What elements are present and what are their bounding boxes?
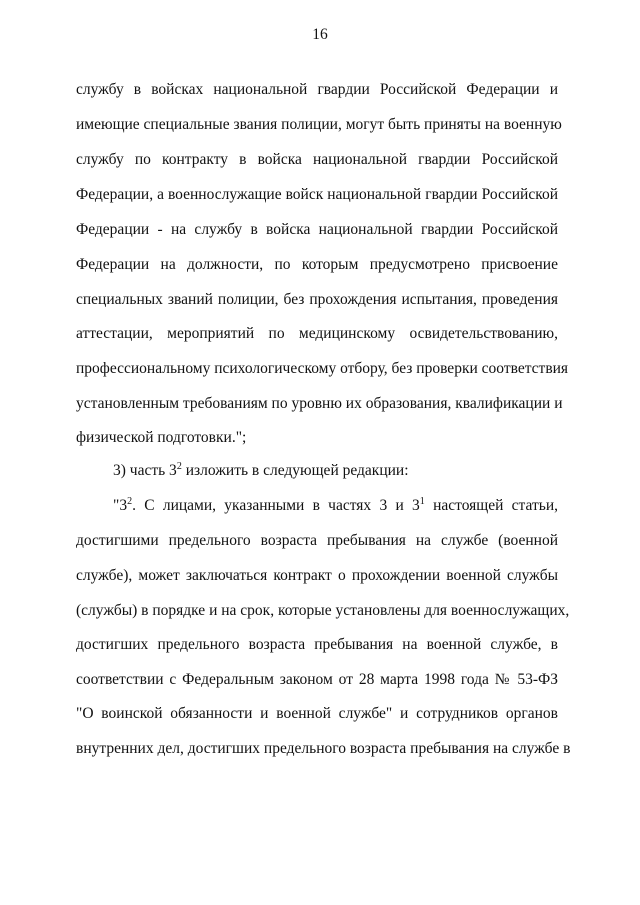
amendment-item-3 (113, 461, 558, 481)
text-line: Федерации на должности, по которым предусмотрено присвоение (76, 256, 558, 273)
p2-prefix: "3 (113, 497, 128, 514)
p2-middle: . С лицами, указанными в частях 3 и 3 (132, 497, 420, 514)
text-line: внутренних дел, достигших предельного возраста пребывания на службе в (76, 740, 571, 757)
item3-suffix: изложить в следующей редакции: (181, 462, 409, 479)
text-line: соответствии с Федеральным законом от 28 марта 1998 года № 53-ФЗ (76, 671, 558, 688)
text-line: службе), может заключаться контракт о прохождении военной службы (76, 567, 558, 584)
p2-superscript-1: 2 (127, 496, 133, 507)
text-line: аттестации, мероприятий по медицинскому освидетельствованию, (76, 325, 558, 342)
text-line: имеющие специальные звания полиции, могут быть приняты на военную (76, 116, 562, 133)
text-line: (службы) в порядке и на срок, которые установлены для военнослужащих, (76, 602, 570, 619)
text-line: достигших предельного возраста пребывания на военной службе, в (76, 636, 558, 653)
text-line: профессиональному психологическому отбору, без проверки соответствия (76, 360, 569, 377)
text-line: службу по контракту в войска национальной гвардии Российской (76, 151, 558, 168)
p2-superscript-2: 1 (419, 496, 425, 507)
text-line: Федерации, а военнослужащие войск национальной гвардии Российской (76, 186, 558, 203)
text-line: физической подготовки."; (76, 429, 247, 446)
item3-superscript: 2 (176, 461, 182, 472)
paragraph-3-2-start (113, 496, 558, 516)
text-line: достигшими предельного возраста пребывания на службе (военной (76, 532, 558, 549)
text-line: службу в войсках национальной гвардии Российской Федерации и (76, 81, 558, 98)
text-line: установленным требованиям по уровню их образования, квалификации и (76, 395, 563, 412)
text-line: "О воинской обязанности и военной службе" и сотрудников органов (76, 705, 558, 722)
item3-prefix: 3) часть 3 (113, 462, 177, 479)
page-number: 16 (312, 26, 328, 43)
p2-suffix: настоящей статьи, (424, 497, 558, 514)
text-line: специальных званий полиции, без прохождения испытания, проведения (76, 291, 558, 308)
text-line: Федерации - на службу в войска национальной гвардии Российской (76, 221, 558, 238)
